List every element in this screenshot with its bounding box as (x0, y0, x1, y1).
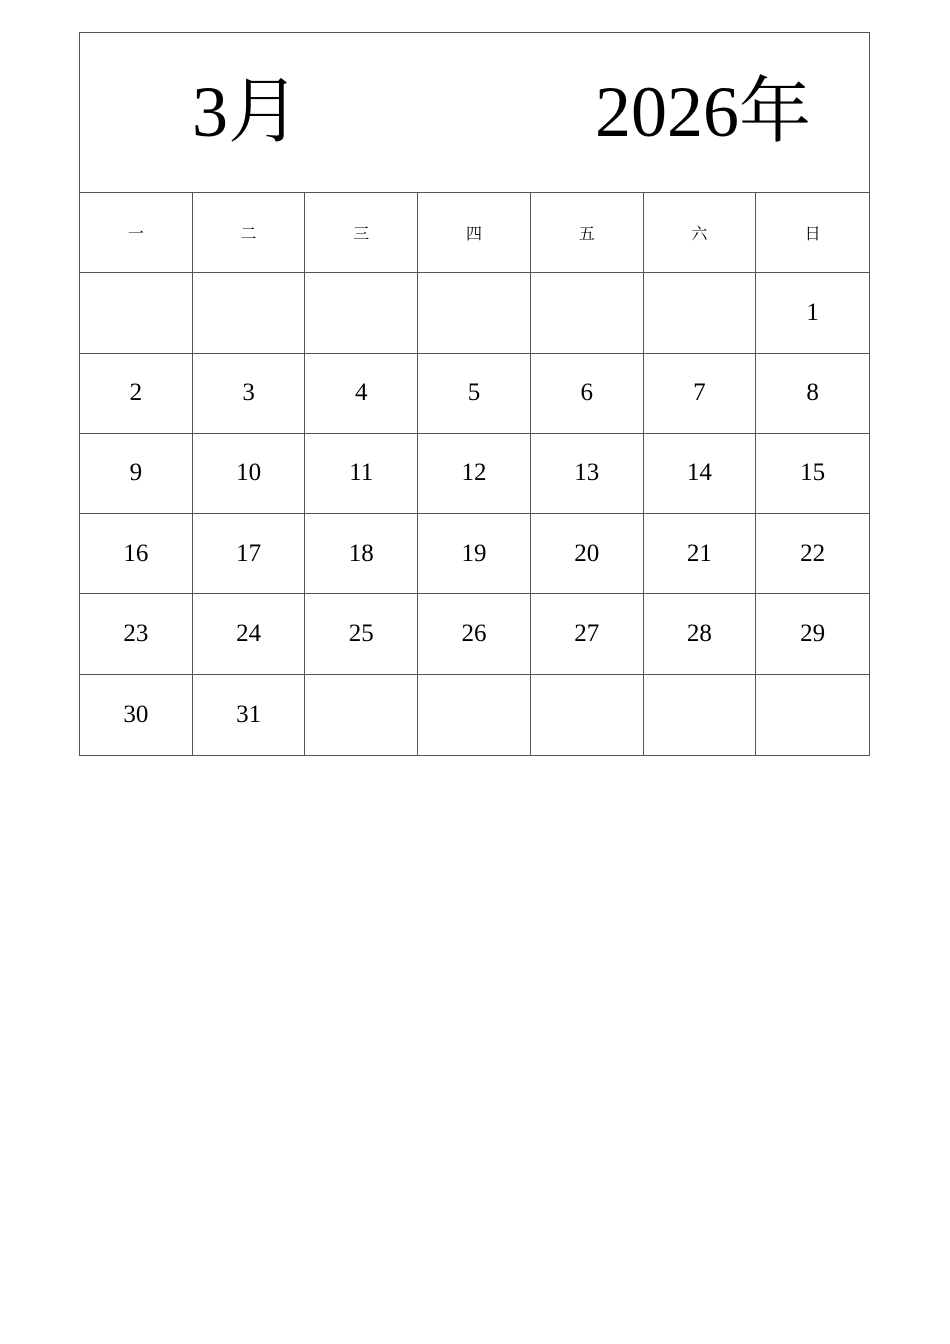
weekday-header: 四 (418, 193, 531, 273)
month-title: 3月 (192, 72, 301, 152)
empty-day-cell (193, 273, 306, 353)
weekday-header: 日 (756, 193, 869, 273)
weekday-header: 三 (305, 193, 418, 273)
empty-day-cell (644, 273, 757, 353)
day-cell: 30 (80, 675, 193, 755)
year-title: 2026年 (594, 72, 811, 152)
day-cell: 8 (756, 354, 869, 434)
empty-day-cell (531, 675, 644, 755)
day-cell: 5 (418, 354, 531, 434)
day-cell: 18 (305, 514, 418, 594)
day-cell: 1 (756, 273, 869, 353)
weekday-header: 五 (531, 193, 644, 273)
weekday-header: 六 (644, 193, 757, 273)
day-cell: 25 (305, 594, 418, 674)
day-cell: 3 (193, 354, 306, 434)
day-cell: 29 (756, 594, 869, 674)
day-cell: 26 (418, 594, 531, 674)
empty-day-cell (644, 675, 757, 755)
empty-day-cell (305, 675, 418, 755)
day-cell: 16 (80, 514, 193, 594)
day-cell: 22 (756, 514, 869, 594)
empty-day-cell (305, 273, 418, 353)
day-cell: 20 (531, 514, 644, 594)
day-cell: 31 (193, 675, 306, 755)
day-cell: 24 (193, 594, 306, 674)
day-cell: 15 (756, 434, 869, 514)
day-cell: 13 (531, 434, 644, 514)
empty-day-cell (531, 273, 644, 353)
day-cell: 19 (418, 514, 531, 594)
day-cell: 21 (644, 514, 757, 594)
empty-day-cell (756, 675, 869, 755)
empty-day-cell (80, 273, 193, 353)
calendar-grid (80, 193, 869, 755)
day-cell: 2 (80, 354, 193, 434)
day-cell: 4 (305, 354, 418, 434)
day-cell: 28 (644, 594, 757, 674)
day-cell: 7 (644, 354, 757, 434)
empty-day-cell (418, 273, 531, 353)
day-cell: 23 (80, 594, 193, 674)
day-cell: 17 (193, 514, 306, 594)
day-cell: 6 (531, 354, 644, 434)
weekday-header: 二 (193, 193, 306, 273)
calendar (79, 32, 870, 756)
weekday-header: 一 (80, 193, 193, 273)
day-cell: 27 (531, 594, 644, 674)
day-cell: 9 (80, 434, 193, 514)
empty-day-cell (418, 675, 531, 755)
calendar-header (80, 33, 869, 193)
day-cell: 14 (644, 434, 757, 514)
day-cell: 10 (193, 434, 306, 514)
day-cell: 12 (418, 434, 531, 514)
day-cell: 11 (305, 434, 418, 514)
